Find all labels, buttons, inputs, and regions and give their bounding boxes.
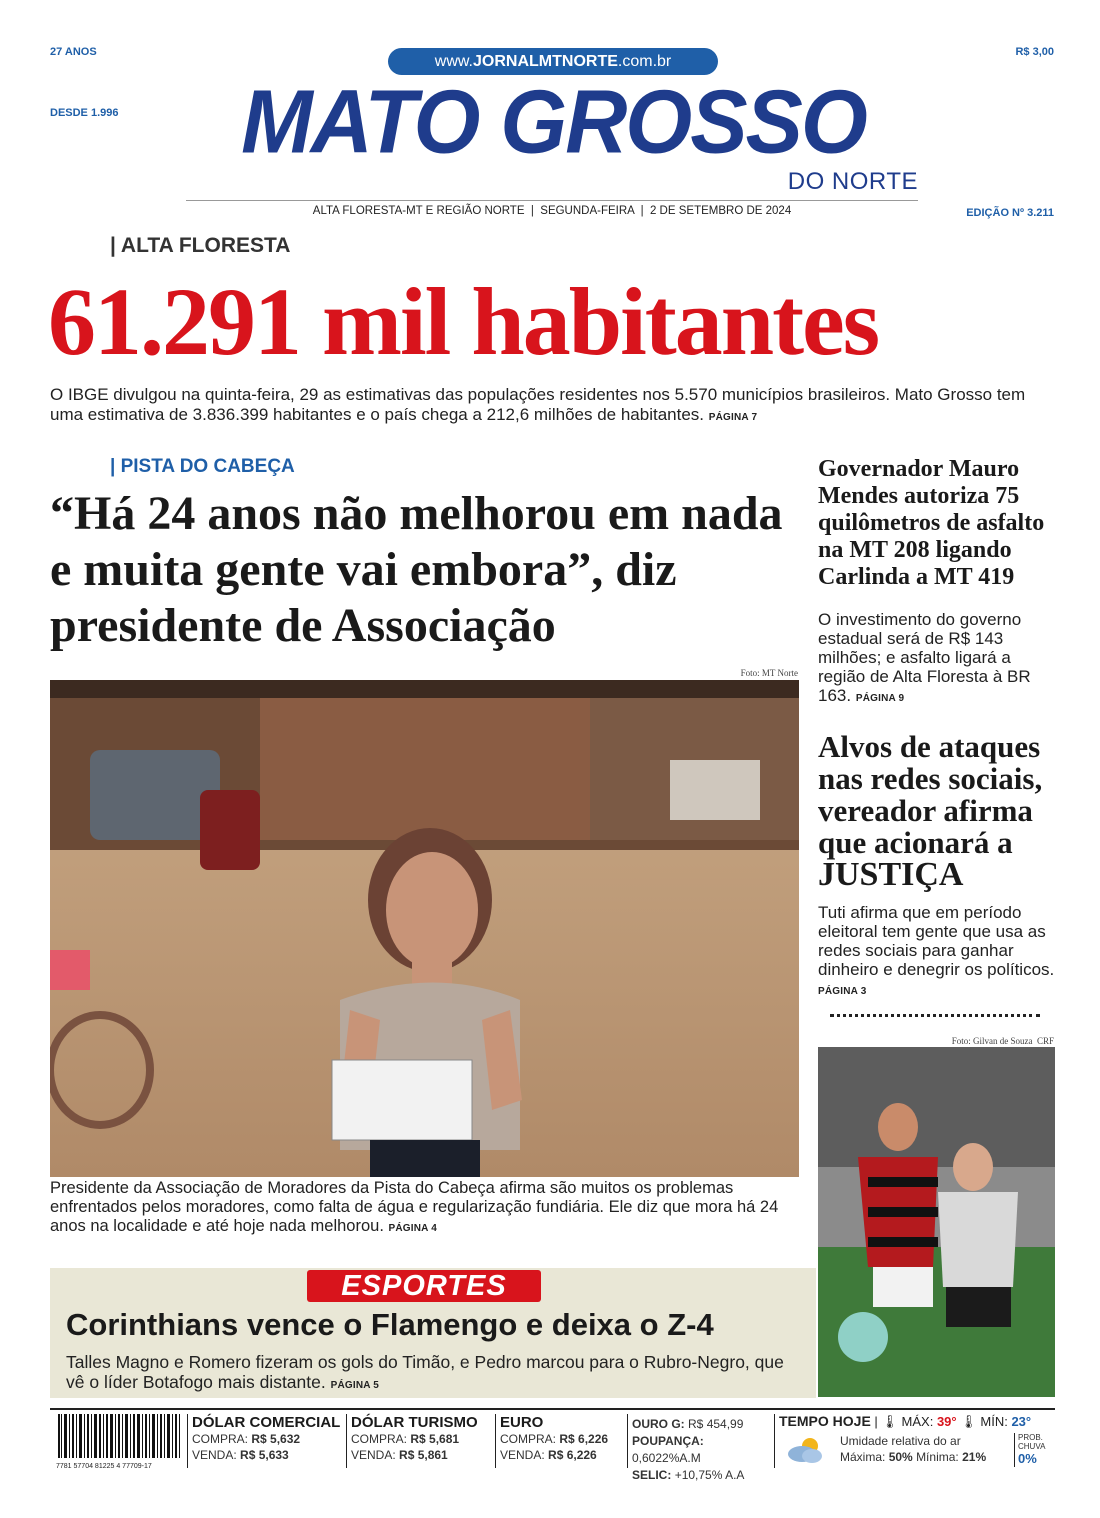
url-domain: JORNALMTNORTE — [473, 53, 618, 70]
main-kicker: | PISTA DO CABEÇA — [110, 456, 295, 477]
rain-prob-label: PROB. CHUVA — [1018, 1433, 1046, 1451]
since-label: DESDE 1.996 — [50, 107, 119, 119]
dolar-turismo-title: DÓLAR TURISMO — [351, 1414, 478, 1431]
main-caption-text: Presidente da Associação de Moradores da Pista do Cabeça afirma são muitos os problemas enfrentados pelos moradores, como falta de água e regularização fundiária. Ele diz que mora há 24 anos na localidade e até hoje nada melhorou. — [50, 1179, 779, 1235]
eu-compra-label: COMPRA: — [500, 1432, 557, 1446]
side2-body-text: Tuti afirma que em período eleitoral tem gente que usa as redes sociais para ganhar dinheiro e denegrir os políticos. — [818, 903, 1055, 979]
price-label: R$ 3,00 — [1015, 46, 1054, 58]
sports-body — [66, 1352, 786, 1396]
side1-body-text: O investimento do governo estadual será de R$ 143 milhões; e asfalto ligará a região de Alta Floresta à BR 163. — [818, 610, 1031, 705]
hum-min-value: 21% — [962, 1450, 987, 1464]
rain-prob-value: 0% — [1018, 1451, 1037, 1466]
footer-divider-3 — [495, 1414, 496, 1468]
footer-divider-2 — [346, 1414, 347, 1468]
thermometer-icon-2: 🌡 — [960, 1414, 981, 1429]
edition-number: EDIÇÃO Nº 3.211 — [966, 207, 1054, 219]
barcode — [56, 1414, 182, 1468]
flamengo-stripe-2 — [868, 1207, 938, 1217]
selic-label: SELIC: — [632, 1468, 672, 1482]
eu-venda-value: R$ 6,226 — [548, 1448, 597, 1462]
euro-box — [500, 1414, 624, 1463]
soccer-ball — [838, 1312, 888, 1362]
corinthians-player-head — [953, 1143, 993, 1191]
ouro-value: R$ 454,99 — [688, 1417, 744, 1431]
main-photo-credit: Foto: MT Norte — [740, 668, 798, 678]
sports-photo — [818, 1047, 1055, 1397]
selic-row — [632, 1467, 772, 1484]
poupanca-value: 0,6022%A.M — [632, 1451, 701, 1465]
max-label: MÁX: — [901, 1414, 934, 1429]
side2-headline-text: Alvos de ataques nas redes sociais, vereador afirma que acionará a — [818, 729, 1043, 860]
side2-headline[interactable] — [818, 731, 1063, 891]
lead-headline[interactable]: 61.291 mil habitantes — [48, 268, 879, 375]
euro-venda — [500, 1447, 624, 1463]
newspaper-title: MATO GROSSO — [241, 71, 866, 173]
dc-venda-label: VENDA: — [192, 1448, 237, 1462]
dc-compra-value: R$ 5,632 — [251, 1432, 301, 1446]
dateline: ALTA FLORESTA-MT E REGIÃO NORTE | SEGUNDA-FEIRA | 2 DE SETEMBRO DE 2024 — [312, 205, 792, 217]
years-label: 27 ANOS — [50, 46, 97, 58]
side2-body — [818, 903, 1058, 1001]
min-label: MÍN: — [980, 1414, 1008, 1429]
dt-compra-label: COMPRA: — [351, 1432, 408, 1446]
footer-divider-5 — [774, 1414, 775, 1468]
footer-divider-4 — [627, 1414, 628, 1468]
side1-body — [818, 610, 1053, 708]
motorcycle — [200, 790, 260, 870]
side2-headline-bold: JUSTIÇA — [818, 856, 964, 893]
flamengo-stripe-3 — [868, 1237, 938, 1247]
flamengo-stripe-1 — [868, 1177, 938, 1187]
sports-photo-credit: Foto: Gilvan de Souza CRF — [951, 1036, 1054, 1046]
roof-beam — [50, 680, 799, 698]
max-value: 39° — [936, 1414, 957, 1429]
dt-venda-value: R$ 5,861 — [399, 1448, 448, 1462]
dolar-turismo-venda — [351, 1447, 495, 1463]
woman-face — [386, 852, 478, 968]
flamengo-player-head — [878, 1103, 918, 1151]
side1-headline[interactable]: Governador Mauro Mendes autoriza 75 quilômetros de asfalto na MT 208 ligando Carlinda a MT 419 — [818, 456, 1045, 590]
footer-divider-1 — [187, 1414, 188, 1468]
pink-object — [50, 950, 90, 990]
dt-venda-label: VENDA: — [351, 1448, 396, 1462]
thermometer-icon: | 🌡 — [874, 1414, 902, 1429]
crowd — [818, 1047, 1055, 1167]
sports-label: ESPORTES — [307, 1270, 541, 1302]
main-photo — [50, 680, 799, 1177]
dolar-turismo-box — [351, 1414, 495, 1463]
masthead-rule — [186, 200, 918, 201]
url-prefix: www. — [434, 53, 473, 70]
side1-page-ref[interactable]: PÁGINA 9 — [855, 693, 905, 704]
selic-value: +10,75% A.A — [674, 1468, 745, 1482]
poupanca-label: POUPANÇA: — [632, 1434, 704, 1448]
euro-title: EURO — [500, 1414, 544, 1431]
lead-page-ref[interactable]: PÁGINA 7 — [708, 412, 758, 423]
eu-compra-value: R$ 6,226 — [559, 1432, 609, 1446]
indices-box — [632, 1416, 772, 1484]
rain-probability-box — [1018, 1433, 1058, 1466]
humidity-box — [840, 1433, 1012, 1465]
weather-box — [779, 1413, 1059, 1430]
url-suffix: .com.br — [617, 53, 672, 70]
poupanca-row — [632, 1433, 772, 1467]
dolar-turismo-compra — [351, 1431, 495, 1447]
barcode-bars — [56, 1414, 182, 1458]
euro-compra — [500, 1431, 624, 1447]
eu-venda-label: VENDA: — [500, 1448, 545, 1462]
wooden-house — [260, 690, 590, 840]
hum-max-label: Máxima: — [840, 1450, 886, 1464]
main-photo-illustration — [50, 680, 799, 1177]
flamengo-player-shorts — [873, 1267, 933, 1307]
dolar-comercial-box — [192, 1414, 346, 1463]
barcode-number: 7781 57704 81225 4 77709-17 — [56, 1463, 152, 1470]
newspaper-held — [332, 1060, 472, 1140]
woman-shorts — [370, 1140, 480, 1177]
corinthians-player-shirt — [938, 1192, 1018, 1287]
main-caption — [50, 1179, 790, 1238]
dolar-comercial-title: DÓLAR COMERCIAL — [192, 1414, 341, 1431]
sports-body-text: Talles Magno e Romero fizeram os gols do Timão, e Pedro marcou para o Rubro-Negro, que vê o líder Botafogo mais distante. — [66, 1352, 784, 1392]
partly-cloudy-icon — [786, 1434, 826, 1468]
footer-rule — [50, 1408, 1055, 1410]
footer-divider-6 — [1014, 1433, 1015, 1467]
ouro-label: OURO G: — [632, 1417, 685, 1431]
dolar-comercial-venda — [192, 1447, 346, 1463]
humidity-label: Umidade relativa do ar — [840, 1434, 961, 1448]
weather-title: TEMPO HOJE — [779, 1413, 871, 1429]
dolar-comercial-compra — [192, 1431, 346, 1447]
hum-min-label: Mínima: — [916, 1450, 959, 1464]
humidity-values — [840, 1449, 1012, 1465]
sports-page-ref[interactable]: PÁGINA 5 — [330, 1380, 380, 1391]
lead-body — [50, 385, 1050, 428]
lead-body-text: O IBGE divulgou na quinta-feira, 29 as estimativas das populações residentes nos 5.570 municípios brasileiros. Mato Grosso tem uma estimativa de 3.836.399 habitantes e o país chega a 212,6 milhões de habitantes. — [50, 385, 1026, 424]
newspaper-subtitle: DO NORTE — [787, 168, 918, 195]
corinthians-player-shorts — [946, 1287, 1011, 1327]
weather-header — [779, 1413, 1059, 1430]
min-value: 23° — [1011, 1414, 1032, 1429]
sports-headline[interactable]: Corinthians vence o Flamengo e deixa o Z-4 — [66, 1307, 714, 1342]
main-page-ref[interactable]: PÁGINA 4 — [388, 1223, 437, 1234]
sports-photo-illustration — [818, 1047, 1055, 1397]
hum-max-value: 50% — [888, 1450, 913, 1464]
main-headline[interactable]: “Há 24 anos não melhorou em nada e muita gente vai embora”, diz presidente de Associação — [50, 487, 783, 652]
ouro-row — [632, 1416, 772, 1433]
dotted-divider — [830, 1014, 1040, 1017]
dt-compra-value: R$ 5,681 — [410, 1432, 460, 1446]
dc-compra-label: COMPRA: — [192, 1432, 249, 1446]
lead-kicker: | ALTA FLORESTA — [110, 234, 291, 257]
side2-page-ref[interactable]: PÁGINA 3 — [818, 986, 867, 997]
freezer — [670, 760, 760, 820]
dc-venda-value: R$ 5,633 — [240, 1448, 289, 1462]
